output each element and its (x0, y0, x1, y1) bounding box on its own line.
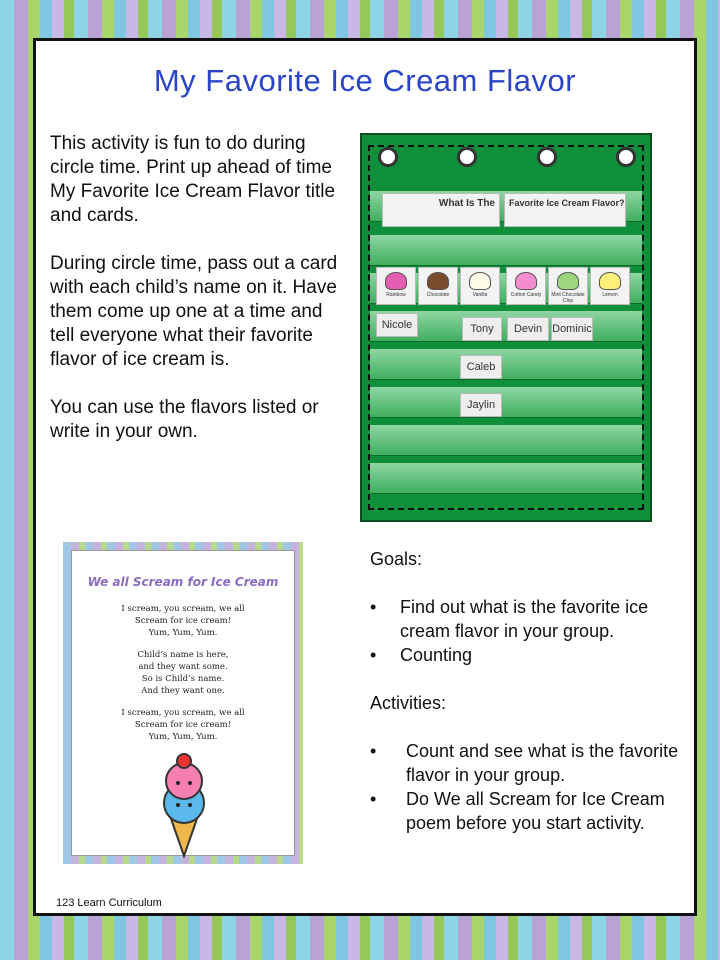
flavor-card (418, 267, 458, 305)
goals-heading: Goals: (370, 549, 423, 569)
goals-list (370, 595, 690, 667)
grommet-icon (537, 147, 557, 167)
flavor-card (376, 267, 416, 305)
flavor-label: Chocolate (426, 292, 450, 298)
name-card: Dominic (551, 317, 593, 341)
goals-section (370, 547, 690, 859)
grommet-icon (378, 147, 398, 167)
chart-title-card-left: What Is The (382, 193, 500, 227)
grommet-icon (457, 147, 477, 167)
name-card: Devin (507, 317, 549, 341)
name-card: Tony (462, 317, 502, 341)
poem-line: Scream for ice cream! (134, 616, 232, 626)
poem-line (72, 639, 294, 649)
poem-line: and they want some. (138, 662, 228, 672)
poem-line: So is Child’s name. (141, 674, 225, 684)
poem-line: Yum, Yum, Yum. (148, 732, 218, 742)
activities-list (370, 739, 690, 835)
pocket-chart-image (360, 133, 652, 522)
poem-line: And they want one. (141, 686, 225, 696)
flavor-card (506, 267, 546, 305)
poem-title: We all Scream for Ice Cream (87, 575, 279, 589)
ice-cream-cone-icon (149, 751, 219, 861)
footer-credit: 123 Learn Curriculum (56, 897, 162, 909)
page-title: My Favorite Ice Cream Flavor (153, 63, 577, 98)
poem-line: I scream, you scream, we all (121, 604, 245, 614)
poem-line (72, 697, 294, 707)
goal-item: • Counting (370, 643, 690, 667)
ice-cream-scoop-icon (427, 272, 449, 290)
flavor-card (548, 267, 588, 305)
name-card: Caleb (460, 355, 502, 379)
activity-item: • Do We all Scream for Ice Cream poem before you start activity. (370, 787, 690, 835)
activity-item: • Count and see what is the favorite flavor in your group. (370, 739, 690, 787)
ice-cream-scoop-icon (599, 272, 621, 290)
poem-image (63, 542, 303, 864)
poem-page (71, 550, 295, 856)
poem-line: Child’s name is here, (137, 650, 229, 660)
goal-item: • Find out what is the favorite ice cream flavor in your group. (370, 595, 690, 643)
name-card: Jaylin (460, 393, 502, 417)
ice-cream-scoop-icon (385, 272, 407, 290)
flavor-label: Vanilla (472, 292, 488, 298)
intro-paragraph-3: You can use the flavors listed or write in your own. (50, 397, 319, 442)
flavor-card (460, 267, 500, 305)
ice-cream-scoop-icon (557, 272, 579, 290)
intro-paragraph-2: During circle time, pass out a card with each child’s name on it. Have them come up one at a time and tell everyone what their favorite flavor of ice cream is. (50, 253, 338, 370)
intro-paragraph-1: This activity is fun to do during circle time. Print up ahead of time My Favorite Ice Cream Flavor title and cards. (50, 133, 336, 226)
poem-lines (72, 603, 294, 743)
flavor-label: Cotton Candy (510, 292, 542, 298)
flavor-card (590, 267, 630, 305)
ice-cream-scoop-icon (469, 272, 491, 290)
ice-cream-scoop-icon (515, 272, 537, 290)
poem-line: Scream for ice cream! (134, 720, 232, 730)
grommet-icon (616, 147, 636, 167)
flavor-label: Mint Chocolate Chip (551, 292, 585, 304)
chart-title-card-right: Favorite Ice Cream Flavor? (504, 193, 626, 227)
name-card: Nicole (376, 313, 418, 337)
poem-line: I scream, you scream, we all (121, 708, 245, 718)
page (33, 38, 697, 916)
intro-text (50, 132, 350, 468)
flavor-label: Lemon (602, 292, 618, 298)
flavor-label: Rainbow (386, 292, 406, 298)
poem-line: Yum, Yum, Yum. (148, 628, 218, 638)
activities-heading: Activities: (370, 693, 447, 713)
